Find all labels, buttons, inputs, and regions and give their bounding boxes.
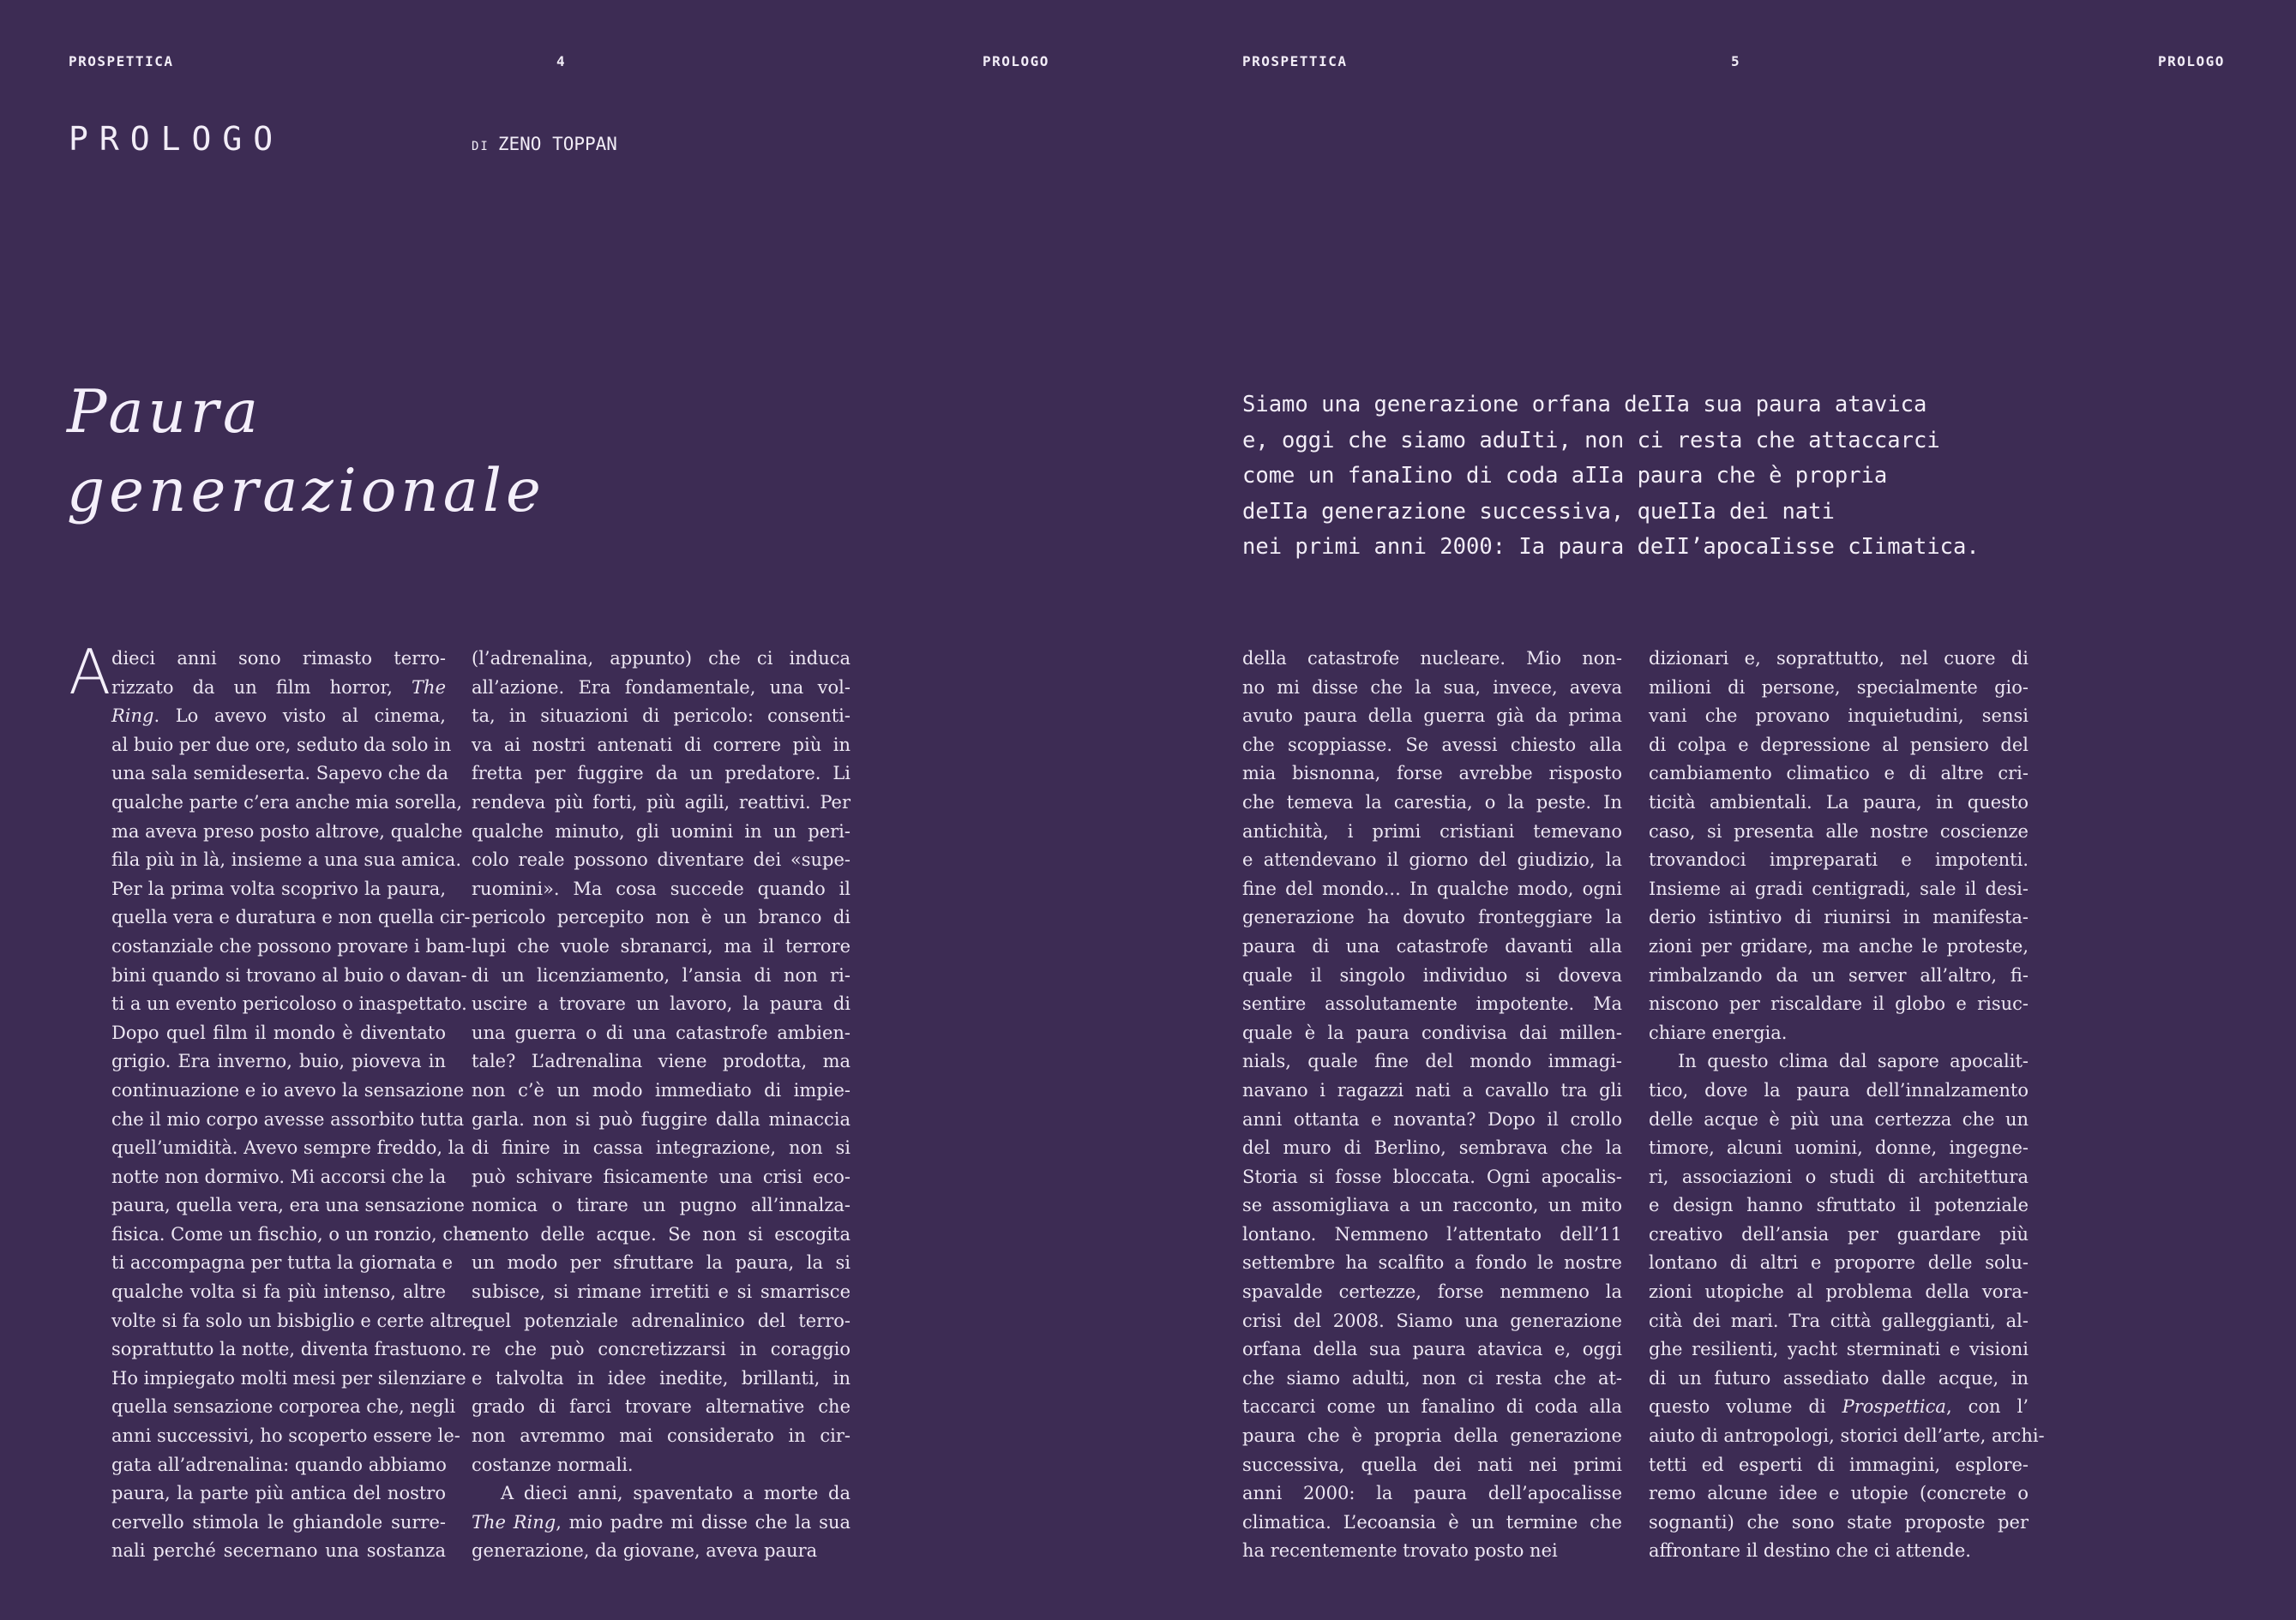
byline-prefix: DI xyxy=(472,140,490,153)
byline xyxy=(472,134,617,154)
text-line: sentire assolutamente impotente. Ma xyxy=(1242,993,1622,1015)
text-line: antichità, i primi cristiani temevano xyxy=(1242,820,1622,842)
text-line: Insieme ai gradi centigradi, sale il desi- xyxy=(1649,878,2029,899)
text-line: tetti ed esperti di immagini, esplore- xyxy=(1649,1454,2029,1475)
text-line: e design hanno sfruttato il potenziale xyxy=(1649,1195,2029,1216)
text-line: affrontare il destino che ci attende. xyxy=(1649,1540,1971,1562)
text-line: gata all’adrenalina: quando abbiamo xyxy=(111,1454,447,1475)
page-number: 4 xyxy=(556,53,567,69)
running-head-magazine: PROSPETTICA xyxy=(1242,53,1348,69)
text-line: grigio. Era inverno, buio, pioveva in xyxy=(111,1051,446,1072)
text-line: non avremmo mai considerato in cir- xyxy=(472,1425,850,1447)
text-line: creativo dell’ansia per guardare più xyxy=(1649,1223,2029,1245)
text-line: fine del mondo... In qualche modo, ogni xyxy=(1242,878,1622,899)
text-line: lontano. Nemmeno l’attentato dell’11 xyxy=(1242,1223,1622,1245)
text-line: anni 2000: la paura dell’apocalisse xyxy=(1242,1483,1622,1504)
standfirst-line: Siamo una generazione orfana deIIa sua paura atavica xyxy=(1242,392,1927,417)
text-line: taccarci come un fanalino di coda alla xyxy=(1242,1396,1622,1418)
text-line: che scoppiasse. Se avessi chiesto alla xyxy=(1242,734,1622,755)
text-line: generazione, da giovane, aveva paura xyxy=(472,1540,818,1562)
text-line: lontano di altri e proporre delle solu- xyxy=(1649,1252,2029,1274)
text-line: vani che provano inquietudini, sensi xyxy=(1649,705,2029,727)
text-line: tico, dove la paura dell’innalzamento xyxy=(1649,1079,2029,1101)
text-line: milioni di persone, specialmente gio- xyxy=(1649,676,2029,698)
drop-cap: A xyxy=(69,636,111,708)
text-line: Per la prima volta scoprivo la paura, xyxy=(111,878,446,899)
text-line: ticità ambientali. La paura, in questo xyxy=(1649,791,2029,813)
text-line: mia bisnonna, forse avrebbe risposto xyxy=(1242,763,1622,784)
text-line: colo reale possono diventare dei «supe- xyxy=(472,849,850,871)
body-column-2 xyxy=(472,645,850,1566)
running-head-section: PROLOGO xyxy=(983,53,1049,69)
text-line: rimbalzando da un server all’altro, fi- xyxy=(1649,964,2029,986)
text-line: navano i ragazzi nati a cavallo tra gli xyxy=(1242,1079,1622,1101)
text-line: se assomigliava a un racconto, un mito xyxy=(1242,1195,1622,1216)
text-line: derio istintivo di riunirsi in manifesta- xyxy=(1649,907,2029,928)
text-line: Ring. Lo avevo visto al cinema, xyxy=(111,705,446,727)
text-line: una sala semideserta. Sapevo che da xyxy=(111,763,449,784)
text-line: Dopo quel film il mondo è diventato xyxy=(111,1022,446,1043)
title-line: generazionale xyxy=(67,457,545,525)
text-line: crisi del 2008. Siamo una generazione xyxy=(1242,1310,1622,1331)
text-line: e talvolta in idee inedite, brillanti, in xyxy=(472,1367,850,1389)
text-line: generazione ha dovuto fronteggiare la xyxy=(1242,907,1622,928)
text-line: subisce, si rimane irretiti e si smarrisce xyxy=(472,1281,850,1303)
text-line: Ho impiegato molti mesi per silenziare xyxy=(111,1367,466,1389)
text-line: ma aveva preso posto altrove, qualche xyxy=(111,820,463,842)
text-line: zioni per gridare, ma anche le proteste, xyxy=(1649,935,2029,957)
text-line: fretta per fuggire da un predatore. Li xyxy=(472,763,850,784)
byline-author: ZENO TOPPAN xyxy=(497,134,617,154)
text-line: soprattutto la notte, diventa frastuono. xyxy=(111,1339,467,1360)
film-title-italic: Ring xyxy=(111,705,154,727)
text-line: di finire in cassa integrazione, non si xyxy=(472,1137,850,1159)
text-line: e attendevano il giorno del giudizio, la xyxy=(1242,849,1622,871)
text-line: Storia si fosse bloccata. Ogni apocalis- xyxy=(1242,1166,1622,1187)
text-line: del muro di Berlino, sembrava che la xyxy=(1242,1137,1622,1159)
text-line: no mi disse che la sua, invece, aveva xyxy=(1242,676,1622,698)
text-line: timore, alcuni uomini, donne, ingegne- xyxy=(1649,1137,2029,1159)
text-line: A dieci anni, spaventato a morte da xyxy=(501,1483,850,1504)
section-label: PROLOGO xyxy=(69,120,285,158)
text-line: qualche volta si fa più intenso, altre xyxy=(111,1281,446,1303)
text-line: re che può concretizzarsi in coraggio xyxy=(472,1339,850,1360)
text-line: orfana della sua paura atavica e, oggi xyxy=(1242,1339,1622,1360)
text-line: zioni utopiche al problema della vora- xyxy=(1649,1281,2029,1303)
text-line: una guerra o di una catastrofe ambien- xyxy=(472,1022,850,1043)
running-head-magazine: PROSPETTICA xyxy=(69,53,174,69)
standfirst-line: deIIa generazione successiva, queIIa dei nati xyxy=(1242,498,1835,525)
text-line: quella sensazione corporea che, negli xyxy=(111,1396,456,1418)
text-line: grado di farci trovare alternative che xyxy=(472,1396,850,1418)
text-line: quale è la paura condivisa dai millen- xyxy=(1242,1022,1622,1043)
text-line: pericolo percepito non è un branco di xyxy=(472,907,850,928)
running-head-section: PROLOGO xyxy=(2158,53,2225,69)
text-line: anni ottanta e novanta? Dopo il crollo xyxy=(1242,1108,1622,1130)
text-line: qualche parte c’era anche mia sorella, xyxy=(111,791,463,813)
text-line: costanziale che possono provare i bam- xyxy=(111,935,472,957)
body-column-4 xyxy=(1649,645,2045,1566)
text-line: volte si fa solo un bisbiglio e certe altre, xyxy=(111,1310,479,1331)
text-line: ghe resilienti, yacht sterminati e visioni xyxy=(1649,1339,2029,1360)
text-line: di colpa e depressione al pensiero del xyxy=(1649,734,2029,755)
body-column-3 xyxy=(1242,645,1622,1566)
text-line: cambiamento climatico e di altre cri- xyxy=(1649,763,2029,784)
text-line: settembre ha scalfito a fondo le nostre xyxy=(1242,1252,1622,1274)
right-page xyxy=(1148,0,2296,1620)
text-line: fila più in là, insieme a una sua amica. xyxy=(111,849,462,871)
standfirst-line: nei primi anni 2000: Ia paura deII’apocaIisse cIimatica. xyxy=(1242,534,1980,560)
article-title xyxy=(67,373,545,531)
text-line: nomica o tirare un pugno all’innalza- xyxy=(472,1195,850,1216)
text-line: non c’è un modo immediato di impie- xyxy=(472,1079,850,1101)
text-line: trovandoci impreparati e impotenti. xyxy=(1649,849,2029,871)
text-line: rendeva più forti, più agili, reattivi. Per xyxy=(472,791,850,813)
body-column-1 xyxy=(111,645,479,1566)
text-line: chiare energia. xyxy=(1649,1022,1788,1043)
text-line: ta, in situazioni di pericolo: consenti- xyxy=(472,705,850,727)
standfirst xyxy=(1242,387,2254,566)
text-line: ri, associazioni o studi di architettura xyxy=(1649,1166,2029,1187)
text-line: dieci anni sono rimasto terro- xyxy=(111,648,446,669)
film-title-italic: The Ring xyxy=(472,1511,556,1533)
text-line: uscire a trovare un lavoro, la paura di xyxy=(472,993,850,1015)
text-line: bini quando si trovano al buio o davan- xyxy=(111,964,467,986)
text-line: mento delle acque. Se non si escogita xyxy=(472,1223,850,1245)
text-line: nials, quale fine del mondo immagi- xyxy=(1242,1051,1622,1072)
text-line: quel potenziale adrenalinico del terro- xyxy=(472,1310,850,1331)
text-line: ruomini». Ma cosa succede quando il xyxy=(472,878,850,899)
text-line: notte non dormivo. Mi accorsi che la xyxy=(111,1166,447,1187)
page-number: 5 xyxy=(1731,53,1741,69)
text-line: remo alcune idee e utopie (concrete o xyxy=(1649,1483,2029,1504)
text-line: al buio per due ore, seduto da solo in xyxy=(111,734,452,755)
text-line: della catastrofe nucleare. Mio non- xyxy=(1242,648,1622,669)
text-line: che siamo adulti, non ci resta che at- xyxy=(1242,1367,1622,1389)
text-line: che temeva la carestia, o la peste. In xyxy=(1242,791,1622,813)
text-line: cervello stimola le ghiandole surre- xyxy=(111,1511,446,1533)
text-line: quale il singolo individuo si doveva xyxy=(1242,964,1622,986)
text-line: quell’umidità. Avevo sempre freddo, la xyxy=(111,1137,465,1159)
text-line: caso, si presenta alle nostre coscienze xyxy=(1649,820,2029,842)
standfirst-line: e, oggi che siamo aduIti, non ci resta che attaccarci xyxy=(1242,427,1940,453)
text-line: ti a un evento pericoloso o inaspettato. xyxy=(111,993,467,1015)
text-line: ha recentemente trovato posto nei xyxy=(1242,1540,1558,1562)
text-line: di un licenziamento, l’ansia di non ri- xyxy=(472,964,850,986)
text-line: paura, la parte più antica del nostro xyxy=(111,1483,446,1504)
title-line: Paura xyxy=(67,378,263,447)
text-line: può schivare fisicamente una crisi eco- xyxy=(472,1166,850,1187)
text-line: delle acque è più una certezza che un xyxy=(1649,1108,2029,1130)
film-title-italic: The xyxy=(412,676,446,698)
text-line: dizionari e, soprattutto, nel cuore di xyxy=(1649,648,2029,669)
text-line: costanze normali. xyxy=(472,1454,634,1475)
text-line: garla. non si può fuggire dalla minaccia xyxy=(472,1108,850,1130)
text-line: fisica. Come un fischio, o un ronzio, che xyxy=(111,1223,476,1245)
text-line: va ai nostri antenati di correre più in xyxy=(472,734,850,755)
text-line: qualche minuto, gli uomini in un peri- xyxy=(472,820,850,842)
text-line: all’azione. Era fondamentale, una vol- xyxy=(472,676,850,698)
text-line: ti accompagna per tutta la giornata e xyxy=(111,1252,454,1274)
text-line: paura, quella vera, era una sensazione xyxy=(111,1195,465,1216)
text-line: che il mio corpo avesse assorbito tutta xyxy=(111,1108,465,1130)
text-line: un modo per sfruttare la paura, la si xyxy=(472,1252,850,1274)
text-line: paura che è propria della generazione xyxy=(1242,1425,1622,1447)
magazine-name-italic: Prospettica xyxy=(1842,1396,1946,1418)
text-line: anni successivi, ho scoperto essere le- xyxy=(111,1425,460,1447)
text-line: (l’adrenalina, appunto) che ci induca xyxy=(472,648,850,669)
text-line: cità dei mari. Tra città galleggianti, al- xyxy=(1649,1310,2029,1331)
text-line: niscono per riscaldare il globo e risuc- xyxy=(1649,993,2029,1015)
text-line: tale? L’adrenalina viene prodotta, ma xyxy=(472,1051,850,1072)
text-line: avuto paura della guerra già da prima xyxy=(1242,705,1622,727)
text-line: successiva, quella dei nati nei primi xyxy=(1242,1454,1622,1475)
text-line: The Ring, mio padre mi disse che la sua xyxy=(472,1511,850,1533)
text-line: climatica. L’ecoansia è un termine che xyxy=(1242,1511,1622,1533)
text-line: nali perché secernano una sostanza xyxy=(111,1540,446,1562)
standfirst-line: come un fanaIino di coda aIIa paura che è propria xyxy=(1242,463,1888,489)
text-line: sognanti) che sono state proposte per xyxy=(1649,1511,2029,1533)
text-line: aiuto di antropologi, storici dell’arte, archi- xyxy=(1649,1425,2045,1447)
text-line: spavalde certezze, forse nemmeno la xyxy=(1242,1281,1622,1303)
text-line: quella vera e duratura e non quella cir- xyxy=(111,907,471,928)
text-line: rizzato da un film horror, The xyxy=(111,676,446,698)
text-line: continuazione e io avevo la sensazione xyxy=(111,1079,465,1101)
text-line: questo volume di Prospettica, con l’ xyxy=(1649,1396,2029,1418)
text-line: paura di una catastrofe davanti alla xyxy=(1242,935,1622,957)
text-line: di un futuro assediato dalle acque, in xyxy=(1649,1367,2029,1389)
text-line: lupi che vuole sbranarci, ma il terrore xyxy=(472,935,850,957)
text-line: In questo clima dal sapore apocalit- xyxy=(1678,1051,2029,1072)
